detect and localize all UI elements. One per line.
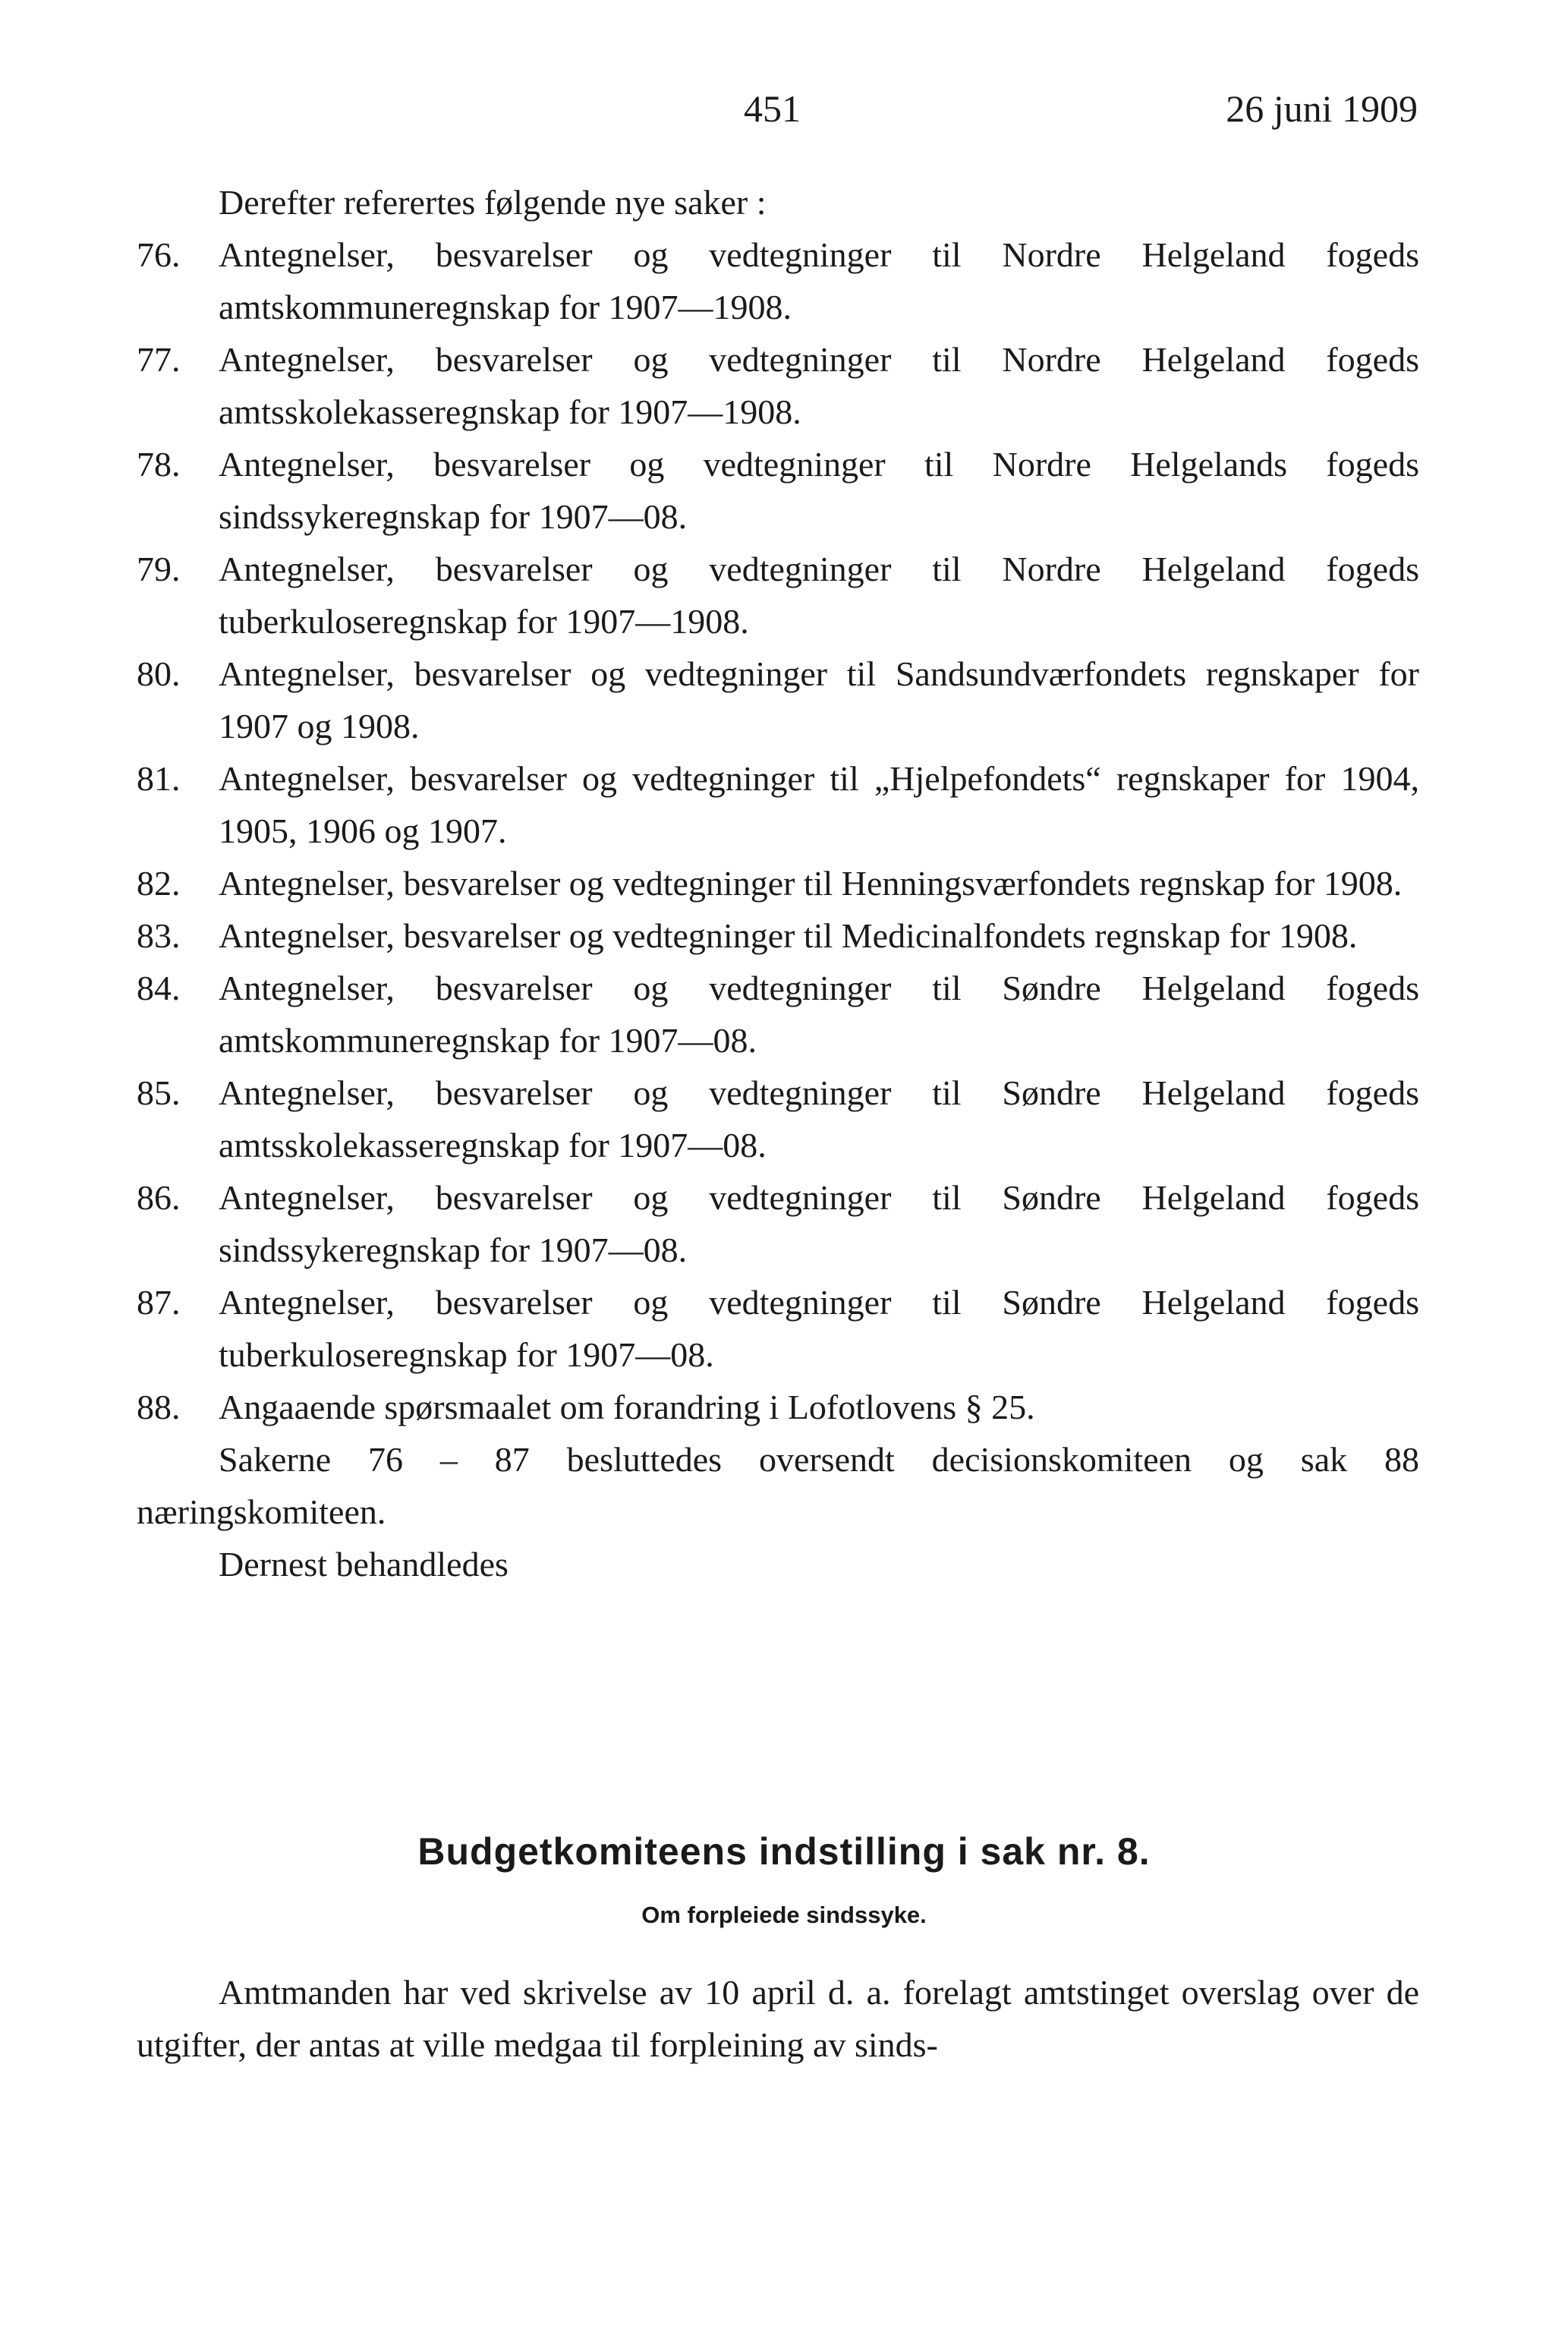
page-date: 26 juni 1909 (1226, 87, 1418, 130)
list-item (137, 438, 1419, 543)
item-number: 76. (137, 235, 181, 274)
item-text: Angaaende spørsmaalet om forandring i Lofotlovens § 25. (219, 1388, 1035, 1426)
list-item (137, 1171, 1419, 1276)
list-item (137, 333, 1419, 438)
item-number: 83. (137, 916, 181, 955)
item-text: Antegnelser, besvarelser og vedtegninger til Nordre Helgelands fogeds sindssykeregnskap for 1907—08. (219, 445, 1419, 536)
item-number: 79. (137, 550, 181, 588)
item-text: Antegnelser, besvarelser og vedtegninger til Nordre Helgeland fogeds amtsskolekasseregnskap for 1907—1908. (219, 340, 1419, 431)
item-text: Antegnelser, besvarelser og vedtegninger til Søndre Helgeland fogeds amtskommuneregnskap for 1907—08. (219, 969, 1419, 1060)
closing-paragraph: Amtmanden har ved skrivelse av 10 april d. a. forelagt amtstinget overslag over de utgifter, der antas at ville medgaa til forpleining av sinds- (137, 1973, 1419, 2064)
item-text: Antegnelser, besvarelser og vedtegninger til Medicinalfondets regnskap for 1908. (219, 916, 1358, 955)
intro-paragraph: Derefter referertes følgende nye saker : (219, 183, 767, 222)
list-item (137, 909, 1419, 962)
item-text: Antegnelser, besvarelser og vedtegninger til Søndre Helgeland fogeds sindssykeregnskap for 1907—08. (219, 1178, 1419, 1269)
item-number: 82. (137, 864, 181, 903)
list-item (137, 962, 1419, 1067)
item-number: 85. (137, 1073, 181, 1112)
item-text: Antegnelser, besvarelser og vedtegninger til Henningsværfondets regnskap for 1908. (219, 864, 1403, 903)
item-number: 84. (137, 969, 181, 1007)
item-number: 88. (137, 1388, 181, 1426)
item-text: Antegnelser, besvarelser og vedtegninger til Søndre Helgeland fogeds tuberkuloseregnskap for 1907—08. (219, 1283, 1419, 1374)
item-text: Antegnelser, besvarelser og vedtegninger til Nordre Helgeland fogeds tuberkuloseregnskap for 1907—1908. (219, 550, 1419, 641)
next-paragraph: Dernest behandledes (219, 1545, 508, 1584)
item-number: 87. (137, 1283, 181, 1322)
section-subtitle: Om forpleiede sindssyke. (641, 1902, 927, 1928)
list-item (137, 1067, 1419, 1171)
list-item (137, 752, 1419, 857)
decision-paragraph: Sakerne 76 – 87 besluttedes oversendt decisionskomiteen og sak 88 næringskomiteen. (137, 1440, 1419, 1531)
item-text: Antegnelser, besvarelser og vedtegninger til Nordre Helgeland fogeds amtskommuneregnskap for 1907—1908. (219, 235, 1419, 326)
list-item (137, 228, 1419, 333)
item-number: 80. (137, 654, 181, 693)
item-number: 81. (137, 759, 181, 798)
list-item (137, 857, 1419, 909)
closing-text (137, 1966, 1419, 2071)
section-title: Budgetkomiteens indstilling i sak nr. 8. (417, 1830, 1151, 1873)
list-item (137, 1381, 1419, 1433)
list-item (137, 543, 1419, 648)
item-number: 78. (137, 445, 181, 484)
case-list (137, 228, 1419, 1433)
item-number: 77. (137, 340, 181, 379)
item-text: Antegnelser, besvarelser og vedtegninger til Sandsundværfondets regnskaper for 1907 og 1908. (219, 654, 1419, 745)
list-item (137, 648, 1419, 752)
item-text: Antegnelser, besvarelser og vedtegninger til Søndre Helgeland fogeds amtsskolekasseregnskap for 1907—08. (219, 1073, 1419, 1164)
item-number: 86. (137, 1178, 181, 1217)
item-text: Antegnelser, besvarelser og vedtegninger til „Hjelpefondets“ regnskaper for 1904, 1905, 1906 og 1907. (219, 759, 1419, 850)
list-item (137, 1276, 1419, 1381)
body-text (137, 176, 1419, 1590)
page-number: 451 (744, 87, 801, 130)
